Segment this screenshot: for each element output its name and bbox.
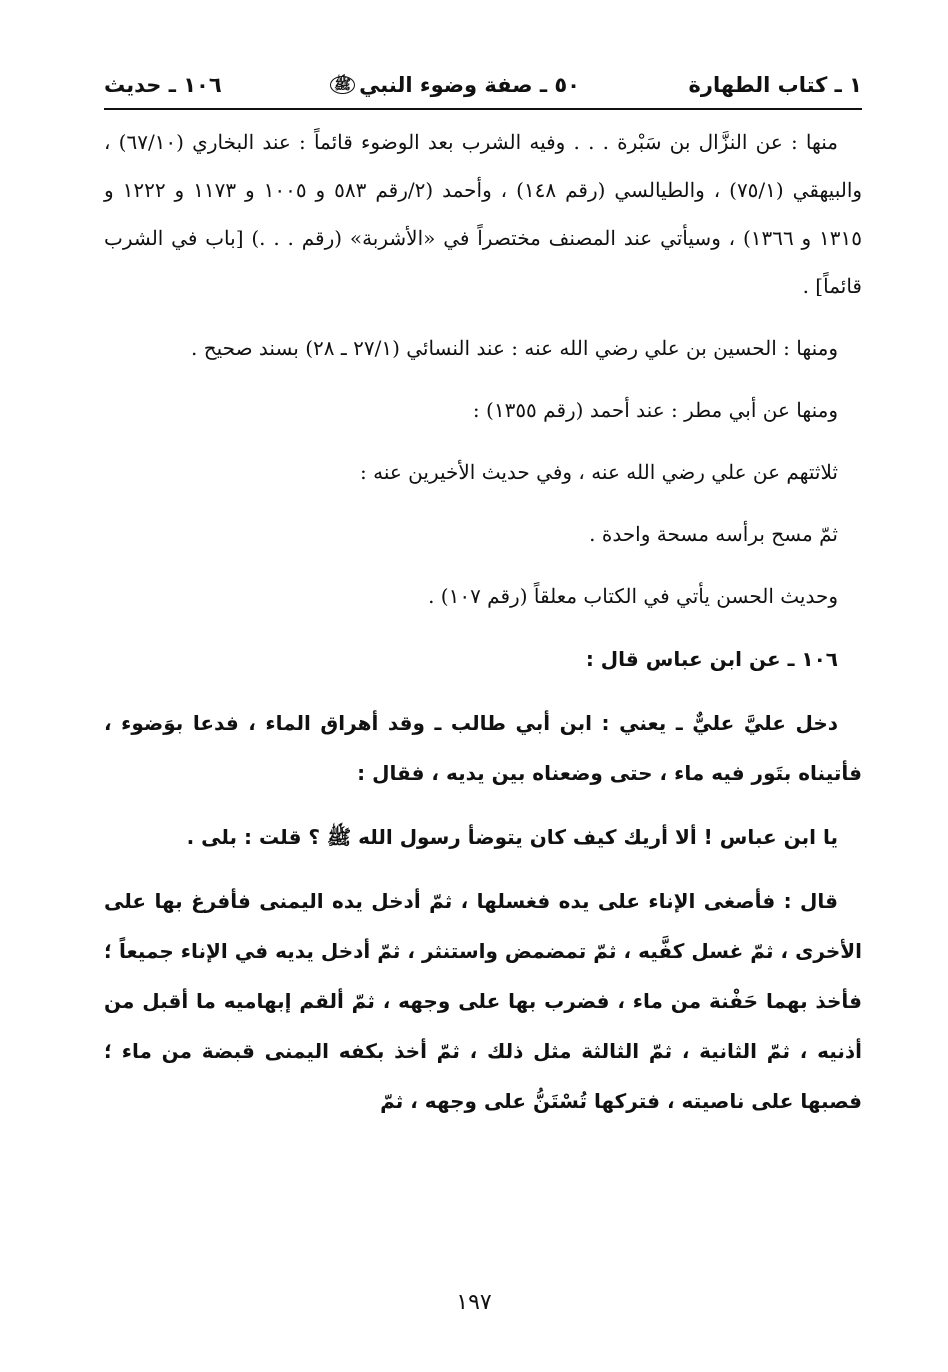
note-paragraph-1: منها : عن النزَّال بن سَبْرة . . . وفيه الشرب بعد الوضوء قائماً : عند البخاري (٦٧/١٠) ، والبيهقي (٧٥/١) ، والطيالسي (رقم ١٤٨) ، وأحمد (٢/رقم ٥٨٣ و ١٠٠٥ و ١١٧٣ و ١٢٢٢ و ١٣١٥ و ١٣٦٦) ، وسيأتي عند المصنف مختصراً في «الأشربة» (رقم . . .) [باب في الشرب قائماً] . (104, 130, 863, 298)
salawat-symbol: ﷺ (330, 76, 355, 94)
header-chapter: ١ ـ كتاب الطهارة (688, 73, 862, 97)
page-body (104, 118, 862, 1126)
header-section (330, 73, 580, 97)
page-number: ١٩٧ (456, 1290, 492, 1315)
note-paragraph-4: ثلاثتهم عن علي رضي الله عنه ، وفي حديث الأخيرين عنه : (360, 460, 838, 484)
note-paragraph-6: وحديث الحسن يأتي في الكتاب معلقاً (رقم ١٠٧) . (428, 584, 838, 608)
note-paragraph-3: ومنها عن أبي مطر : عند أحمد (رقم ١٣٥٥) : (472, 398, 838, 422)
note-paragraph-5: ثمّ مسح برأسه مسحة واحدة . (589, 522, 838, 546)
header-section-title: ٥٠ ـ صفة وضوء النبي (359, 73, 580, 97)
running-header (104, 68, 862, 102)
header-hadith-number: ١٠٦ ـ حديث (104, 73, 222, 97)
hadith-paragraph-1: دخل عليَّ عليٌّ ـ يعني : ابن أبي طالب ـ وقد أهراق الماء ، فدعا بوَضوء ، فأتيناه بتَور فيه ماء ، حتى وضعناه بين يديه ، فقال : (104, 711, 862, 785)
note-paragraph-2: ومنها : الحسين بن علي رضي الله عنه : عند النسائي (٢٧/١ ـ ٢٨) بسند صحيح . (191, 336, 838, 360)
hadith-paragraph-2: يا ابن عباس ! ألا أريك كيف كان يتوضأ رسول الله ﷺ ؟ قلت : بلى . (186, 825, 838, 849)
hadith-heading: ١٠٦ ـ عن ابن عباس قال : (585, 647, 838, 671)
hadith-paragraph-3: قال : فأصغى الإناء على يده فغسلها ، ثمّ أدخل يده اليمنى فأفرغ بها على الأخرى ، ثمّ غسل كفَّيه ، ثمّ تمضمض واستنثر ، ثمّ أدخل يديه في الإناء جميعاً ؛ فأخذ بهما حَفْنة من ماء ، فضرب بها على وجهه ، ثمّ ألقم إبهاميه ما أقبل من أذنيه ، ثمّ الثانية ، ثمّ الثالثة مثل ذلك ، ثمّ أخذ بكفه اليمنى قبضة من ماء ؛ فصبها على ناصيته ، فتركها تُسْتَنُّ على وجهه ، ثمّ (104, 889, 862, 1113)
header-rule (104, 108, 862, 110)
